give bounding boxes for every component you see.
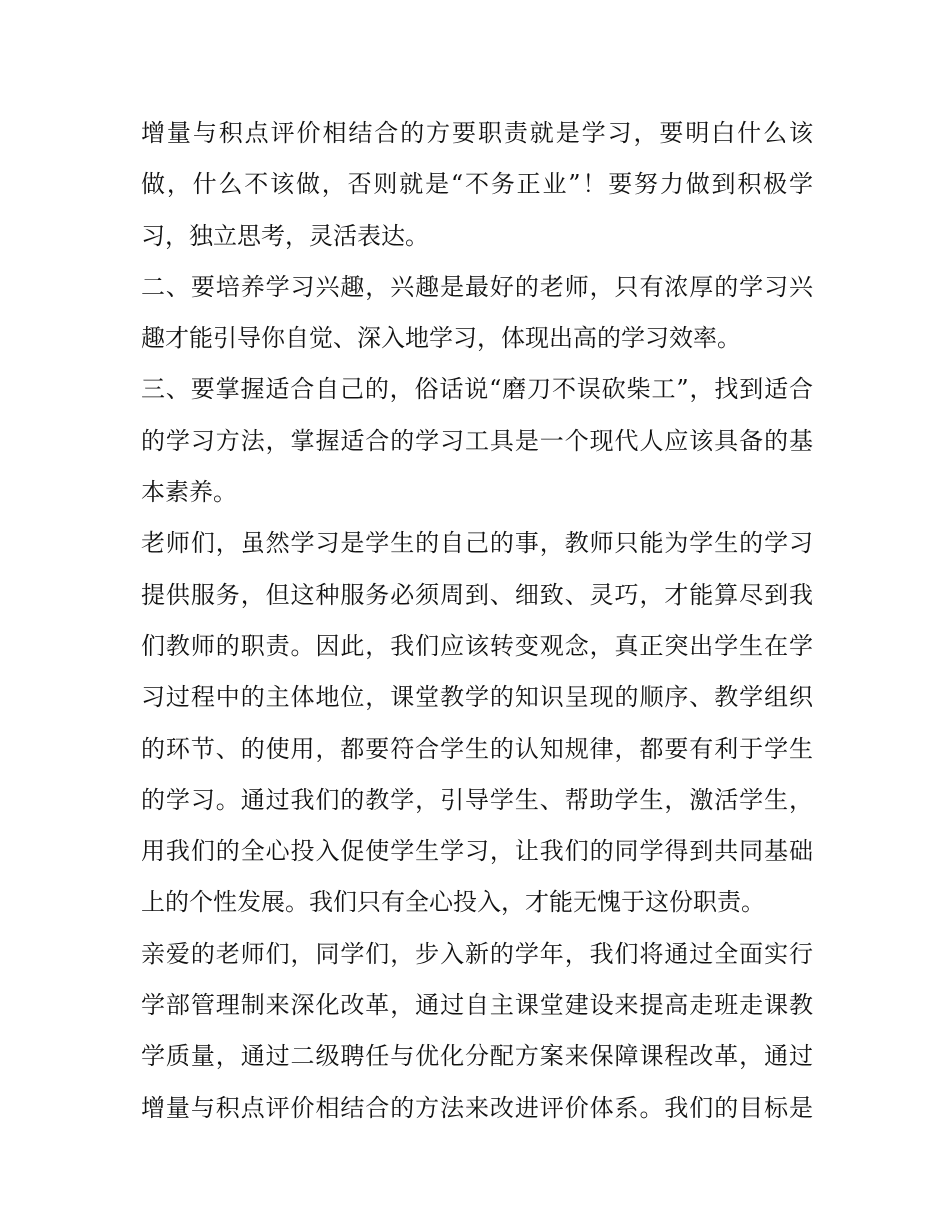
text-line: 的学习方法，掌握适合的学习工具是一个现代人应该具备的基 — [141, 426, 813, 455]
text-line: 二、要培养学习兴趣，兴趣是最好的老师，只有浓厚的学习兴 — [141, 272, 813, 301]
text-line: 提供服务，但这种服务必须周到、细致、灵巧，才能算尽到我 — [141, 580, 813, 609]
text-line: 习过程中的主体地位，课堂教学的知识呈现的顺序、教学组织 — [141, 683, 813, 712]
text-line: 增量与积点评价相结合的方法来改进评价体系。我们的目标是 — [141, 1093, 813, 1122]
text-line: 们教师的职责。因此，我们应该转变观念，真正突出学生在学 — [141, 631, 813, 660]
text-line: 用我们的全心投入促使学生学习，让我们的同学得到共同基础 — [141, 837, 813, 866]
paragraph — [141, 518, 813, 928]
text-line: 学部管理制来深化改革，通过自主课堂建设来提高走班走课教 — [141, 991, 813, 1020]
text-line: 习，独立思考，灵活表达。 — [141, 221, 429, 250]
paragraph — [141, 262, 813, 365]
text-line: 亲爱的老师们，同学们，步入新的学年，我们将通过全面实行 — [141, 939, 813, 968]
paragraph — [141, 108, 813, 262]
text-line: 老师们，虽然学习是学生的自己的事，教师只能为学生的学习 — [141, 529, 813, 558]
paragraph — [141, 364, 813, 518]
text-line: 学质量，通过二级聘任与优化分配方案来保障课程改革，通过 — [141, 1042, 813, 1071]
text-line: 的学习。通过我们的教学，引导学生、帮助学生，激活学生， — [141, 785, 813, 814]
text-line: 增量与积点评价相结合的方要职责就是学习，要明白什么该 — [141, 119, 813, 147]
document-body — [141, 108, 813, 1134]
text-line: 趣才能引导你自觉、深入地学习，体现出高的学习效率。 — [141, 324, 741, 353]
text-line: 的环节、的使用，都要符合学生的认知规律，都要有利于学生 — [141, 734, 813, 763]
text-line: 上的个性发展。我们只有全心投入，才能无愧于这份职责。 — [141, 888, 765, 917]
text-line: 三、要掌握适合自己的，俗话说“磨刀不误砍柴工”，找到适合 — [141, 375, 813, 404]
paragraph — [141, 929, 813, 1134]
text-line: 本素养。 — [141, 478, 237, 507]
text-line: 做，什么不该做，否则就是“不务正业”！要努力做到积极学 — [141, 170, 813, 199]
